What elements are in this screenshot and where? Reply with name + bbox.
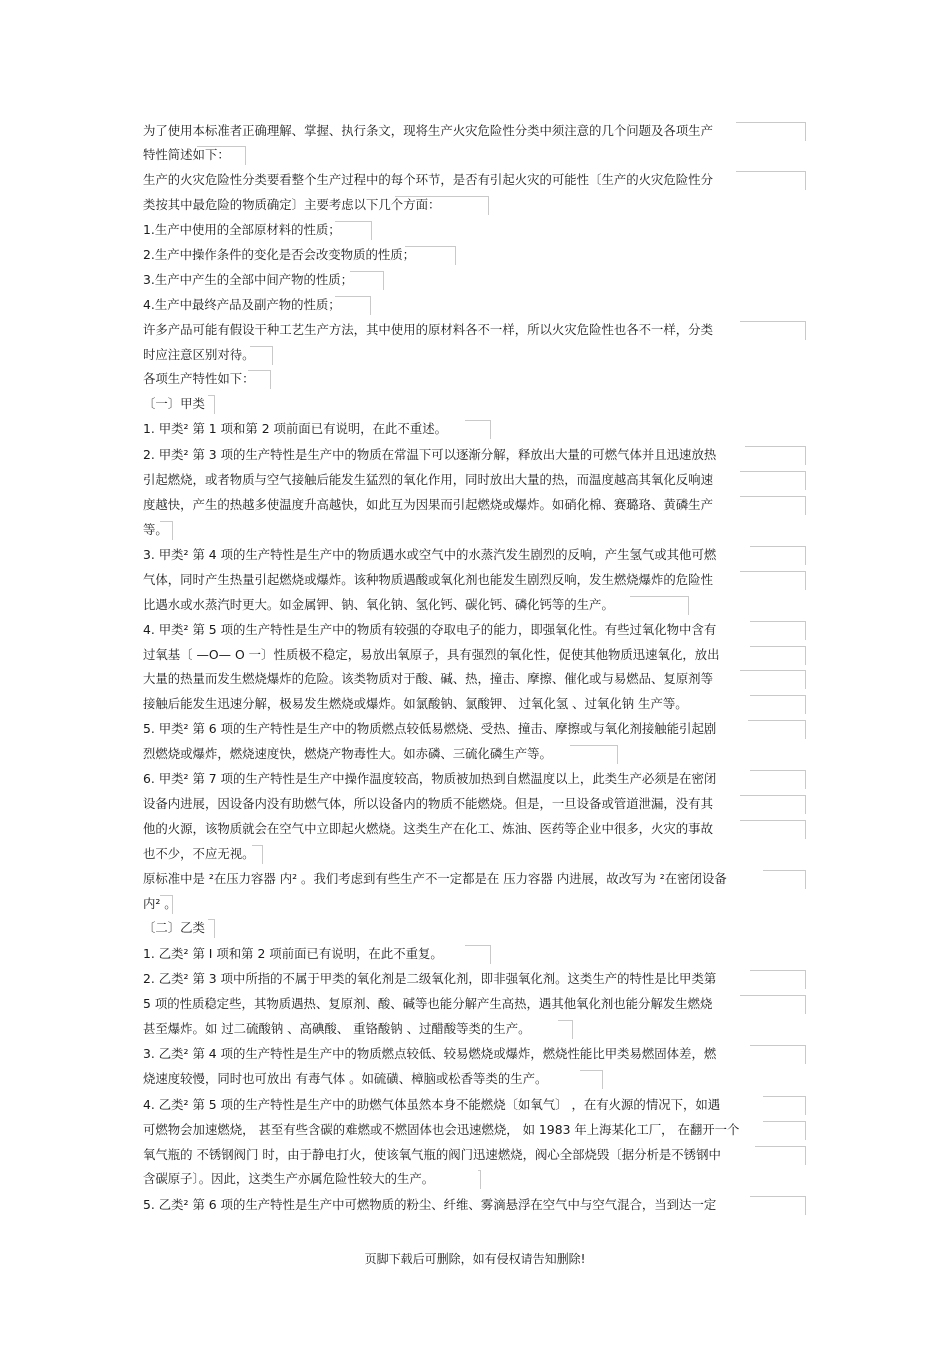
text-line: 许多产品可能有假设干种工艺生产方法，其中使用的原材料各不一样，所以火灾危险性也各不一样，分类 [143, 322, 713, 337]
text-line: 内² 。 [143, 896, 177, 911]
line-frame [570, 745, 618, 764]
text-line: 比遇水或水蒸汽时更大。如金属钾、钠、氧化钠、氢化钙、碳化钙、磷化钙等的生产。 [143, 597, 614, 612]
line-frame [750, 621, 806, 640]
line-frame [740, 471, 806, 490]
line-frame [740, 820, 806, 839]
text-line: 1. 乙类² 第 Ⅰ 项和第 2 项前面已有说明，在此不重复。 [143, 946, 443, 961]
text-line: 3. 乙类² 第 4 项的生产特性是生产中的物质燃点较低、较易燃烧或爆炸，燃烧性能比甲类易燃固体差，燃 [143, 1046, 717, 1061]
line-frame [736, 122, 806, 141]
line-frame [763, 870, 806, 889]
line-frame [740, 321, 806, 340]
line-frame [465, 420, 491, 439]
text-line: 5 项的性质稳定些，其物质遇热、复原剂、酸、碱等也能分解产生高热，遇其他氧化剂也能分解发生燃烧 [143, 996, 713, 1011]
text-line: 生产的火灾危险性分类要看整个生产过程中的每个环节，是否有引起火灾的可能性〔生产的火灾危险性分 [143, 172, 713, 187]
line-frame [335, 221, 372, 240]
text-line: 大量的热量而发生燃烧爆炸的危险。该类物质对于酸、碱、热，撞击、摩擦、催化或与易燃品、复原剂等 [143, 671, 713, 686]
text-line: 6. 甲类² 第 7 项的生产特性是生产中操作温度较高，物质被加热到自燃温度以上，此类生产必须是在密闭 [143, 771, 717, 786]
line-frame [208, 919, 215, 938]
line-frame [350, 271, 384, 290]
text-line: 度越快，产生的热越多使温度升高越快，如此互为因果而引起燃烧或爆炸。如硝化棉、赛璐珞、黄磷生产 [143, 497, 713, 512]
text-line: 3.生产中产生的全部中间产物的性质； [143, 272, 354, 287]
line-frame [736, 171, 806, 190]
text-line: 他的火源，该物质就会在空气中立即起火燃烧。这类生产在化工、炼油、医药等企业中很多，火灾的事故 [143, 821, 713, 836]
text-line: 引起燃烧，或者物质与空气接触后能发生猛烈的氧化作用，同时放出大量的热，而温度越高其氧化反响速 [143, 472, 713, 487]
text-line: 5. 甲类² 第 6 项的生产特性是生产中的物质燃点较低易燃烧、受热、撞击、摩擦或与氧化剂接触能引起剧 [143, 721, 717, 736]
line-frame [335, 296, 371, 315]
text-line: 设备内进展，因设备内没有助燃气体，所以设备内的物质不能燃烧。但是，一旦设备或管道泄漏，没有其 [143, 796, 713, 811]
line-frame [750, 546, 806, 565]
text-line: 各项生产特性如下： [143, 371, 255, 386]
line-frame [745, 446, 806, 465]
text-line: 5. 乙类² 第 6 项的生产特性是生产中可燃物质的粉尘、纤维、雾滴悬浮在空气中与空气混合，当到达一定 [143, 1197, 717, 1212]
line-frame [740, 496, 806, 515]
text-line: 烧速度较慢，同时也可放出 有毒气体 。如硫磺、樟脑或松香等类的生产。 [143, 1071, 548, 1086]
line-frame [763, 1121, 806, 1140]
line-frame [395, 196, 489, 215]
text-line: 气体，同时产生热量引起燃烧或爆炸。该种物质遇酸或氧化剂也能发生剧烈反响，发生燃烧爆炸的危险性 [143, 572, 713, 587]
line-frame [750, 1196, 806, 1215]
line-frame [748, 720, 806, 739]
line-frame [750, 646, 806, 665]
line-frame [750, 1045, 806, 1064]
text-line: 也不少，不应无视。 [143, 846, 255, 861]
text-line: 4. 乙类² 第 5 项的生产特性是生产中的助燃气体虽然本身不能燃烧〔如氧气〕 ，在有火源的情况下，如遇 [143, 1097, 721, 1112]
text-line: 氧气瓶的 不锈钢阀门 时，由于静电打火，使该氧气瓶的阀门迅速燃烧，阀心全部烧毁〔据分析是不锈钢中 [143, 1147, 721, 1162]
line-frame [465, 945, 491, 964]
text-line: 4.生产中最终产品及副产物的性质； [143, 297, 341, 312]
text-line: 等。 [143, 522, 168, 537]
text-line: 接触后能发生迅速分解，极易发生燃烧或爆炸。如氯酸钠、氯酸钾、 过氧化氢 、过氧化钠 生产等。 [143, 696, 688, 711]
text-line: 可燃物会加速燃烧， 甚至有些含碳的难燃或不燃固体也会迅速燃烧， 如 1983 年上海某化工厂， 在翻开一个 [143, 1122, 740, 1137]
text-line: 3. 甲类² 第 4 项的生产特性是生产中的物质遇水或空气中的水蒸汽发生剧烈的反响，产生氢气或其他可燃 [143, 547, 717, 562]
line-frame [750, 695, 806, 714]
line-frame [763, 1096, 806, 1115]
text-line: 烈燃烧或爆炸，燃烧速度快，燃烧产物毒性大。如赤磷、三硫化磷生产等。 [143, 746, 552, 761]
text-line: 过氧基〔 —O— O 一〕性质极不稳定，易放出氧原子，具有强烈的氧化性，促使其他物质迅速氧化，放出 [143, 647, 720, 662]
line-frame [750, 970, 806, 989]
line-frame [740, 571, 806, 590]
line-frame [750, 770, 806, 789]
text-line: 时应注意区别对待。 [143, 347, 255, 362]
line-frame [252, 845, 263, 864]
line-frame [740, 995, 806, 1014]
line-frame [740, 670, 806, 689]
text-line: 〔二〕乙类 [143, 920, 205, 935]
line-frame [197, 146, 246, 165]
line-frame [405, 246, 456, 265]
line-frame [580, 1070, 603, 1089]
line-frame [630, 596, 689, 615]
text-line: 甚至爆炸。如 过二硫酸钠 、高碘酸、 重铬酸钠 、过醋酸等类的生产。 [143, 1021, 531, 1036]
text-line: 4. 甲类² 第 5 项的生产特性是生产中的物质有较强的夺取电子的能力，即强氧化性。有些过氧化物中含有 [143, 622, 717, 637]
line-frame [250, 346, 273, 365]
text-line: 原标准中是 ²在压力容器 内² 。我们考虑到有些生产不一定都是在 压力容器 内进展，故改写为 ²在密闭设备 [143, 871, 727, 886]
line-frame [160, 895, 173, 914]
text-line: 类按其中最危险的物质确定〕主要考虑以下几个方面： [143, 197, 441, 212]
line-frame [160, 521, 173, 540]
line-frame [558, 1020, 573, 1039]
text-line: 〔一〕甲类 [143, 396, 205, 411]
text-line: 2.生产中操作条件的变化是否会改变物质的性质； [143, 247, 416, 262]
line-frame [248, 370, 271, 389]
line-frame [755, 1146, 806, 1165]
text-line: 2. 乙类² 第 3 项中所指的不属于甲类的氧化剂是二级氧化剂，即非强氧化剂。这类生产的特性是比甲类第 [143, 971, 717, 986]
text-line: 2. 甲类² 第 3 项的生产特性是生产中的物质在常温下可以逐渐分解，释放出大量的可燃气体并且迅速放热 [143, 447, 717, 462]
page-footer: 页脚下载后可删除，如有侵权请告知删除! [364, 1252, 586, 1266]
text-line: 1. 甲类² 第 1 项和第 2 项前面已有说明，在此不重述。 [143, 421, 447, 436]
text-line: 1.生产中使用的全部原材料的性质； [143, 222, 341, 237]
text-line: 含碳原子〕。因此，这类生产亦属危险性较大的生产。 [143, 1171, 435, 1186]
text-line: 为了使用本标准者正确理解、掌握、执行条文，现将生产火灾危险性分类中须注意的几个问题及各项生产 [143, 123, 713, 138]
line-frame [740, 795, 806, 814]
line-frame [208, 395, 215, 414]
line-frame [478, 1170, 481, 1189]
text-line: 特性简述如下： [143, 147, 230, 162]
